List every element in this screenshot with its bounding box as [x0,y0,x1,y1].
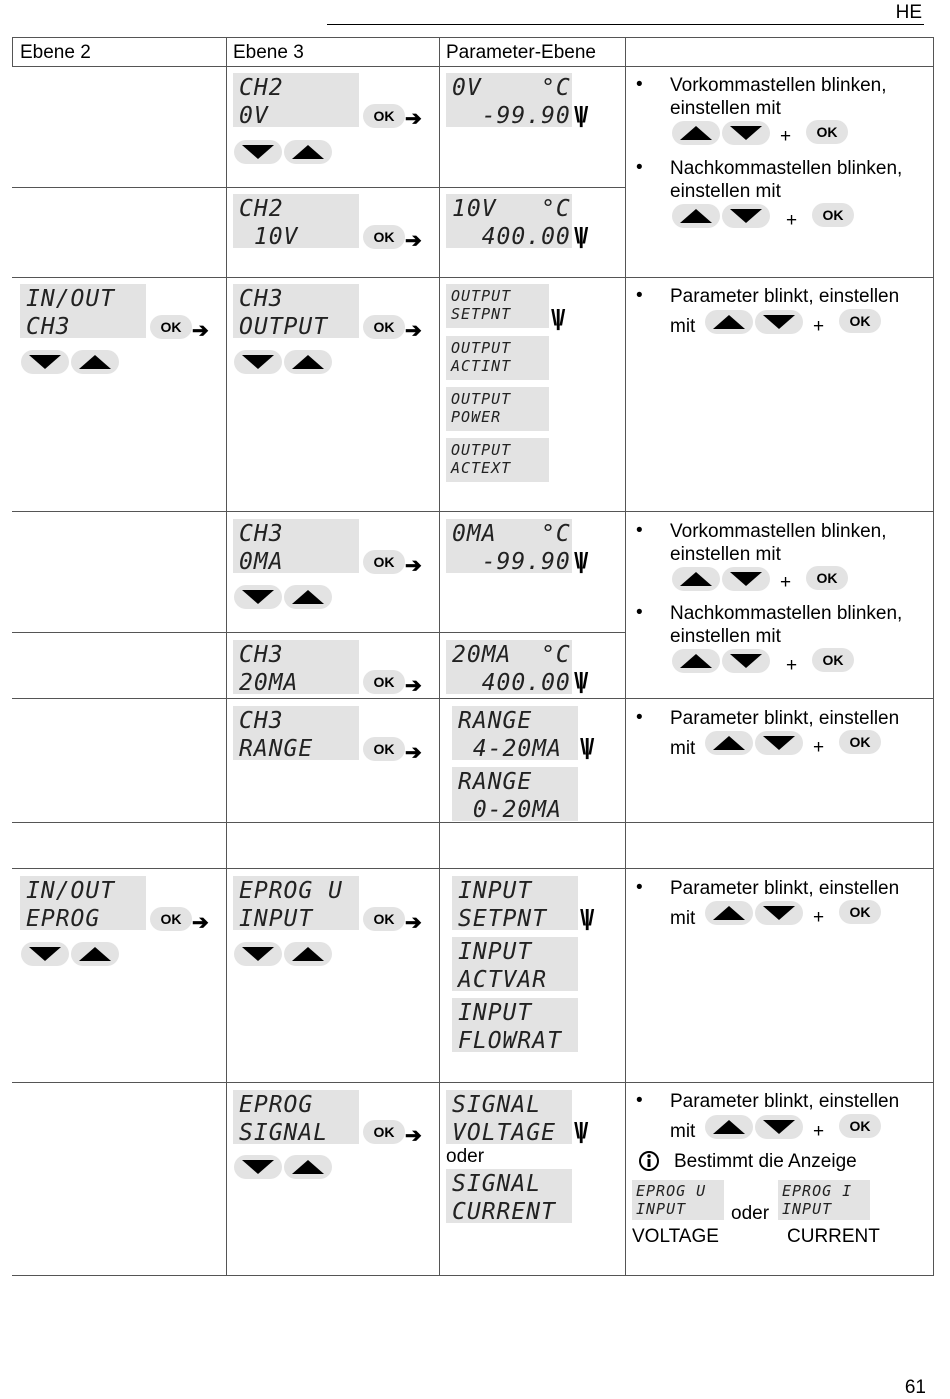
ok-button[interactable]: OK [839,730,881,754]
col-header-parameter: Parameter-Ebene [446,42,596,63]
col-header-ebene3: Ebene 3 [233,42,304,63]
up-button[interactable] [672,649,720,673]
arrow-up-icon [79,947,111,961]
lcd-param-0ma: 0MA °C -99.90 [446,519,572,573]
plus-sign: + [786,210,798,231]
arrow-up-icon [680,126,712,140]
col-header-ebene2: Ebene 2 [20,42,91,63]
arrow-up-icon [713,1120,745,1134]
arrow-down-icon [730,654,762,668]
arrow-up-icon [292,1160,324,1174]
ok-button[interactable]: OK [806,120,848,144]
info-icon [638,1150,660,1172]
down-button[interactable] [722,121,770,145]
lcd-eprog-signal: EPROG SIGNAL [233,1090,359,1144]
up-button[interactable] [705,310,753,334]
ok-button[interactable]: OK [363,670,405,694]
arrow-up-icon [713,315,745,329]
ok-button[interactable]: OK [363,1120,405,1144]
note-einstellen: einstellen mit [670,544,781,565]
blink-icon: \|/ [574,548,587,573]
note-param-blinkt: Parameter blinkt, einstellen [670,878,900,899]
lcd-param-0v: 0V °C -99.90 [446,73,572,127]
bullet: • [636,707,643,728]
header-rule [327,24,924,25]
oder-label: oder [731,1203,770,1224]
lcd-small-eprog-u: EPROG U INPUT [632,1180,724,1220]
arrow-right-icon: ➔ [405,1125,422,1147]
note-param-blinkt: Parameter blinkt, einstellen [670,708,900,729]
arrow-up-icon [680,654,712,668]
col-line [933,37,934,1276]
blink-icon: \|/ [551,305,564,330]
arrow-up-icon [79,355,111,369]
col-line [226,37,227,1276]
blink-icon: \|/ [574,668,587,693]
arrow-down-icon [763,315,795,329]
oder-label: oder [446,1146,485,1167]
note-vorkomma: Vorkommastellen blinken, [670,521,887,542]
plus-sign: + [780,572,792,593]
down-button[interactable] [21,350,69,374]
ok-button[interactable]: OK [363,737,405,761]
note-bestimmt: Bestimmt die Anzeige [674,1151,857,1172]
note-mit: mit [670,316,696,337]
plus-sign: + [813,907,825,928]
arrow-up-icon [292,590,324,604]
blink-icon: \|/ [580,905,593,930]
lcd-small-eprog-i: EPROG I INPUT [778,1180,870,1220]
note-mit: mit [670,908,696,929]
note-einstellen: einstellen mit [670,626,781,647]
up-button[interactable] [672,567,720,591]
arrow-right-icon: ➔ [192,912,209,934]
row-line [12,698,934,699]
arrow-up-icon [292,947,324,961]
arrow-up-icon [292,145,324,159]
lcd-signal-current: SIGNAL CURRENT [446,1169,572,1223]
arrow-right-icon: ➔ [192,320,209,342]
ok-button[interactable]: OK [812,203,854,227]
lcd-output-power: OUTPUT POWER [446,387,549,431]
lcd-output-actext: OUTPUT ACTEXT [446,438,549,482]
arrow-right-icon: ➔ [405,675,422,697]
bullet: • [636,602,643,623]
plus-sign: + [813,316,825,337]
row-line [12,187,625,188]
lcd-ch3-range: CH3 RANGE [233,706,359,760]
ok-button[interactable]: OK [363,315,405,339]
lcd-ch2-0v: CH2 0V [233,73,359,127]
bullet: • [636,520,643,541]
lcd-input-flowrat: INPUT FLOWRAT [452,998,578,1052]
ok-button[interactable]: OK [806,566,848,590]
down-button[interactable] [755,1115,803,1139]
blink-icon: \|/ [574,223,587,248]
page-number: 61 [904,1377,926,1398]
down-button[interactable] [722,567,770,591]
note-mit: mit [670,1121,696,1142]
row-line [12,868,934,869]
up-button[interactable] [705,901,753,925]
down-button[interactable] [234,350,282,374]
col-line [625,37,626,1276]
arrow-down-icon [763,1120,795,1134]
down-button[interactable] [722,649,770,673]
lcd-output-setpnt: OUTPUT SETPNT [446,284,549,328]
label-voltage: VOLTAGE [632,1226,719,1247]
lcd-input-actvar: INPUT ACTVAR [452,937,578,991]
arrow-up-icon [680,572,712,586]
arrow-right-icon: ➔ [405,742,422,764]
arrow-down-icon [242,947,274,961]
arrow-down-icon [242,145,274,159]
ok-button[interactable]: OK [812,648,854,672]
plus-sign: + [780,126,792,147]
ok-button[interactable]: OK [363,225,405,249]
lcd-param-20ma: 20MA °C 400.00 [446,640,572,694]
header-tag: HE [895,2,922,23]
ok-button[interactable]: OK [150,315,192,339]
down-button[interactable] [21,942,69,966]
label-current: CURRENT [787,1226,880,1247]
blink-icon: \|/ [580,734,593,759]
arrow-down-icon [730,572,762,586]
lcd-inout-ch3: IN/OUT CH3 [20,284,146,338]
bullet: • [636,877,643,898]
arrow-right-icon: ➔ [405,320,422,342]
up-button[interactable] [71,942,119,966]
down-button[interactable] [234,585,282,609]
ok-button[interactable]: OK [363,907,405,931]
bullet: • [636,74,643,95]
bullet: • [636,157,643,178]
arrow-down-icon [730,126,762,140]
plus-sign: + [813,737,825,758]
arrow-right-icon: ➔ [405,555,422,577]
arrow-up-icon [292,355,324,369]
arrow-down-icon [29,355,61,369]
note-param-blinkt: Parameter blinkt, einstellen [670,286,900,307]
note-nachkomma: Nachkommastellen blinken, [670,603,903,624]
up-button[interactable] [284,585,332,609]
up-button[interactable] [705,731,753,755]
lcd-inout-eprog: IN/OUT EPROG [20,876,146,930]
table-header-line [12,66,934,67]
down-button[interactable] [755,310,803,334]
table-top-line [12,37,934,38]
lcd-param-10v: 10V °C 400.00 [446,194,572,248]
lcd-ch3-0ma: CH3 0MA [233,519,359,573]
row-line [12,511,934,512]
arrow-down-icon [242,355,274,369]
arrow-down-icon [29,947,61,961]
up-button[interactable] [284,140,332,164]
ok-button[interactable]: OK [150,907,192,931]
blink-icon: \|/ [574,1118,587,1143]
arrow-down-icon [763,736,795,750]
lcd-ch3-20ma: CH3 20MA [233,640,359,694]
ok-button[interactable]: OK [839,309,881,333]
lcd-output-actint: OUTPUT ACTINT [446,336,549,380]
lcd-signal-voltage: SIGNAL VOLTAGE [446,1090,572,1144]
bullet: • [636,1090,643,1111]
plus-sign: + [786,655,798,676]
arrow-down-icon [242,1160,274,1174]
lcd-ch3-output: CH3 OUTPUT [233,284,359,338]
note-vorkomma: Vorkommastellen blinken, [670,75,887,96]
down-button[interactable] [755,731,803,755]
up-button[interactable] [672,204,720,228]
note-param-blinkt: Parameter blinkt, einstellen [670,1091,900,1112]
blink-icon: \|/ [574,102,587,127]
note-einstellen: einstellen mit [670,181,781,202]
arrow-up-icon [680,209,712,223]
col-line [12,37,13,67]
down-button[interactable] [234,942,282,966]
lcd-eprog-u-input: EPROG U INPUT [233,876,359,930]
row-line [12,632,625,633]
lcd-ch2-10v: CH2 10V [233,194,359,248]
up-button[interactable] [284,1155,332,1179]
up-button[interactable] [284,350,332,374]
arrow-up-icon [713,906,745,920]
down-button[interactable] [755,901,803,925]
note-mit: mit [670,738,696,759]
down-button[interactable] [722,204,770,228]
col-line [439,37,440,1276]
row-line [12,1082,934,1083]
lcd-range-4-20: RANGE 4-20MA [452,706,578,760]
note-nachkomma: Nachkommastellen blinken, [670,158,903,179]
arrow-down-icon [730,209,762,223]
note-einstellen: einstellen mit [670,98,781,119]
arrow-down-icon [763,906,795,920]
row-line [12,277,934,278]
down-button[interactable] [234,140,282,164]
arrow-up-icon [713,736,745,750]
ok-button[interactable]: OK [363,104,405,128]
lcd-input-setpnt: INPUT SETPNT [452,876,578,930]
up-button[interactable] [672,121,720,145]
table-bottom-line [12,1275,934,1276]
plus-sign: + [813,1121,825,1142]
up-button[interactable] [71,350,119,374]
arrow-right-icon: ➔ [405,912,422,934]
arrow-down-icon [242,590,274,604]
arrow-right-icon: ➔ [405,230,422,252]
up-button[interactable] [284,942,332,966]
ok-button[interactable]: OK [839,900,881,924]
up-button[interactable] [705,1115,753,1139]
down-button[interactable] [234,1155,282,1179]
lcd-range-0-20: RANGE 0-20MA [452,767,578,821]
bullet: • [636,285,643,306]
arrow-right-icon: ➔ [405,108,422,130]
ok-button[interactable]: OK [363,550,405,574]
ok-button[interactable]: OK [839,1114,881,1138]
